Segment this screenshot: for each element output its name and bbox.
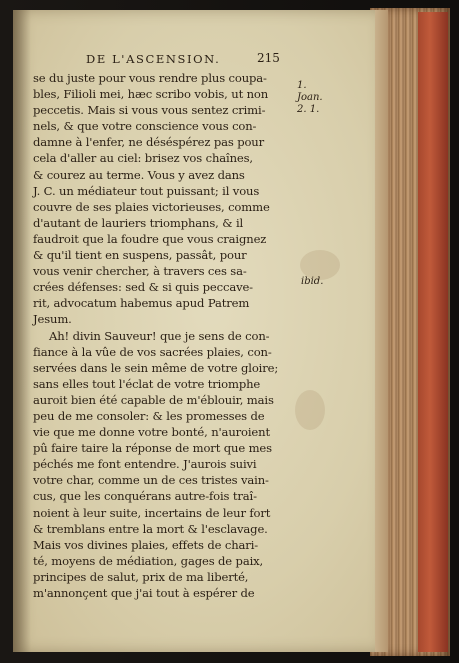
text-line: cela d'aller au ciel: brisez vos chaînes, [33, 151, 253, 166]
text-line: sans elles tout l'éclat de votre triomphe [33, 376, 261, 391]
gutter-shadow [13, 10, 31, 652]
text-line: damne à l'enfer, ne déséspérez pas pour [33, 135, 265, 150]
body-text [33, 70, 287, 601]
text-line: vie que me donne votre bonté, n'auroient [33, 425, 270, 440]
paragraph-start: Ah! divin Sauveur! que je sens de con- [49, 328, 270, 343]
text-line: nels, & que votre conscience vous con- [33, 119, 257, 134]
page-stain [295, 390, 325, 430]
text-line: votre char, comme un de ces tristes vain- [33, 473, 269, 488]
text-line: d'autant de lauriers triomphans, & il [33, 215, 244, 230]
text-line: servées dans le sein même de votre gloire; [33, 360, 279, 375]
text-line: noient à leur suite, incertains de leur fort [33, 505, 271, 520]
text-line: bles, Filioli mei, hæc scribo vobis, ut non [33, 87, 269, 102]
text-line: péchés me font entendre. J'aurois suivi [33, 457, 257, 472]
book-cover-edge [418, 12, 448, 652]
text-line: té, moyens de médiation, gages de paix, [33, 553, 264, 568]
text-line: & tremblans entre la mort & l'esclavage. [33, 521, 268, 536]
text-line: Mais vos divines plaies, effets de chari- [33, 537, 259, 552]
text-line: m'annonçent que j'ai tout à espérer de [33, 586, 255, 600]
text-line: peccetis. Mais si vous vous sentez crimi- [33, 103, 266, 118]
text-line: auroit bien été capable de m'éblouir, mais [33, 392, 274, 407]
text-line: se du juste pour vous rendre plus coupa- [33, 71, 267, 85]
text-line: crées défenses: sed & si quis peccave- [33, 280, 253, 295]
text-line: faudroit que la foudre que vous craignez [33, 231, 267, 246]
text-line: principes de salut, prix de ma liberté, [33, 569, 249, 584]
text-line: rit, advocatum habemus apud Patrem [33, 296, 250, 311]
text-line: & courez au terme. Vous y avez dans [33, 167, 245, 182]
text-line: Jesum. [33, 312, 72, 327]
text-line: vous venir chercher, à travers ces sa- [33, 264, 247, 279]
text-line: cus, que les conquérans autre-fois traî- [33, 489, 257, 504]
text-line: couvre de ses plaies victorieuses, comme [33, 199, 270, 214]
running-title: DE L'ASCENSION. [86, 52, 221, 66]
text-line: fiance à la vûe de vos sacrées plaies, con- [33, 344, 272, 359]
text-line: pû faire taire la réponse de mort que mes [33, 441, 272, 456]
text-line: J. C. un médiateur tout puissant; il vous [33, 183, 260, 198]
page-number: 215 [257, 51, 280, 65]
margin-note: ibid. [301, 276, 324, 287]
margin-note: 1. Joan. 2. 1. [297, 80, 323, 115]
text-line: & qu'il tient en suspens, passât, pour [33, 248, 247, 263]
text-line: peu de me consoler: & les promesses de [33, 408, 265, 423]
